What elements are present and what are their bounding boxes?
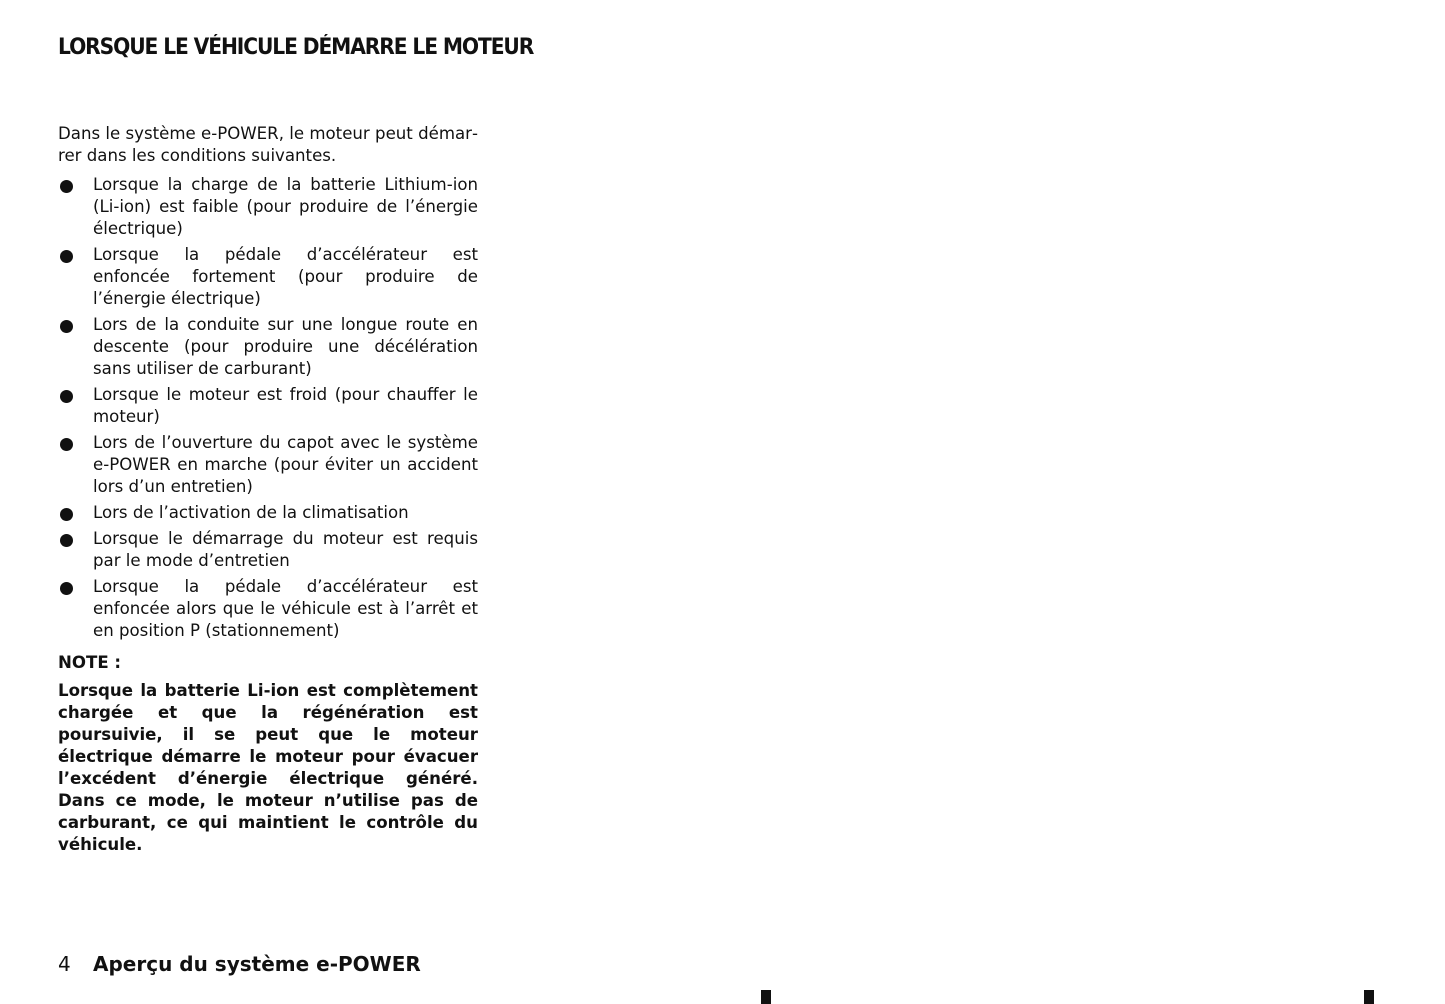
list-item xyxy=(58,244,478,310)
bullet-icon xyxy=(60,508,73,521)
list-item xyxy=(58,174,478,240)
bullet-icon xyxy=(60,250,73,263)
page-number: 4 xyxy=(58,952,71,976)
list-item xyxy=(58,576,478,642)
list-item xyxy=(58,314,478,380)
list-item-text: Lors de la conduite sur une longue route en descente (pour produire une décélération sans utiliser de carburant) xyxy=(93,315,478,378)
content-column xyxy=(58,123,478,856)
list-item-text: Lorsque la charge de la batterie Lithium-ion (Li-ion) est faible (pour produire de l’énergie électrique) xyxy=(93,175,478,238)
list-item-text: Lors de l’ouverture du capot avec le système e-POWER en marche (pour éviter un accident lors d’un entretien) xyxy=(93,433,478,496)
list-item-text: Lorsque le moteur est froid (pour chauffer le moteur) xyxy=(93,385,478,426)
list-item xyxy=(58,502,478,524)
bullet-icon xyxy=(60,438,73,451)
intro-paragraph: Dans le système e-POWER, le moteur peut démarrer dans les conditions suivantes. xyxy=(58,124,478,165)
list-item-text: Lorsque la pédale d’accélérateur est enfoncée fortement (pour produire de l’énergie électrique) xyxy=(93,245,478,308)
list-item-text: Lors de l’activation de la climatisation xyxy=(93,503,409,522)
list-item-text: Lorsque le démarrage du moteur est requis par le mode d’entretien xyxy=(93,529,478,570)
bullet-icon xyxy=(60,320,73,333)
note-label: NOTE : xyxy=(58,653,122,672)
note-body: Lorsque la batterie Li-ion est complètement chargée et que la régénération est poursuivie, il se peut que le moteur électrique démarre le moteur pour évacuer l’excédent d’énergie électrique généré. Dans ce mode, le moteur n’utilise pas de carburant, ce qui maintient le contrôle du véhicule. xyxy=(58,681,478,854)
list-item xyxy=(58,432,478,498)
conditions-list xyxy=(58,174,478,642)
list-item-text: Lorsque la pédale d’accélérateur est enfoncée alors que le véhicule est à l’arrêt et en position P (stationnement) xyxy=(93,577,478,640)
footer-section-title: Aperçu du système e-POWER xyxy=(93,952,421,976)
list-item xyxy=(58,384,478,428)
bullet-icon xyxy=(60,534,73,547)
bullet-icon xyxy=(60,180,73,193)
bullet-icon xyxy=(60,390,73,403)
crop-mark-left xyxy=(761,990,771,1004)
bullet-icon xyxy=(60,582,73,595)
page-heading: LORSQUE LE VÉHICULE DÉMARRE LE MOTEUR xyxy=(58,35,534,60)
crop-mark-right xyxy=(1364,990,1374,1004)
page-footer xyxy=(58,950,421,978)
list-item xyxy=(58,528,478,572)
